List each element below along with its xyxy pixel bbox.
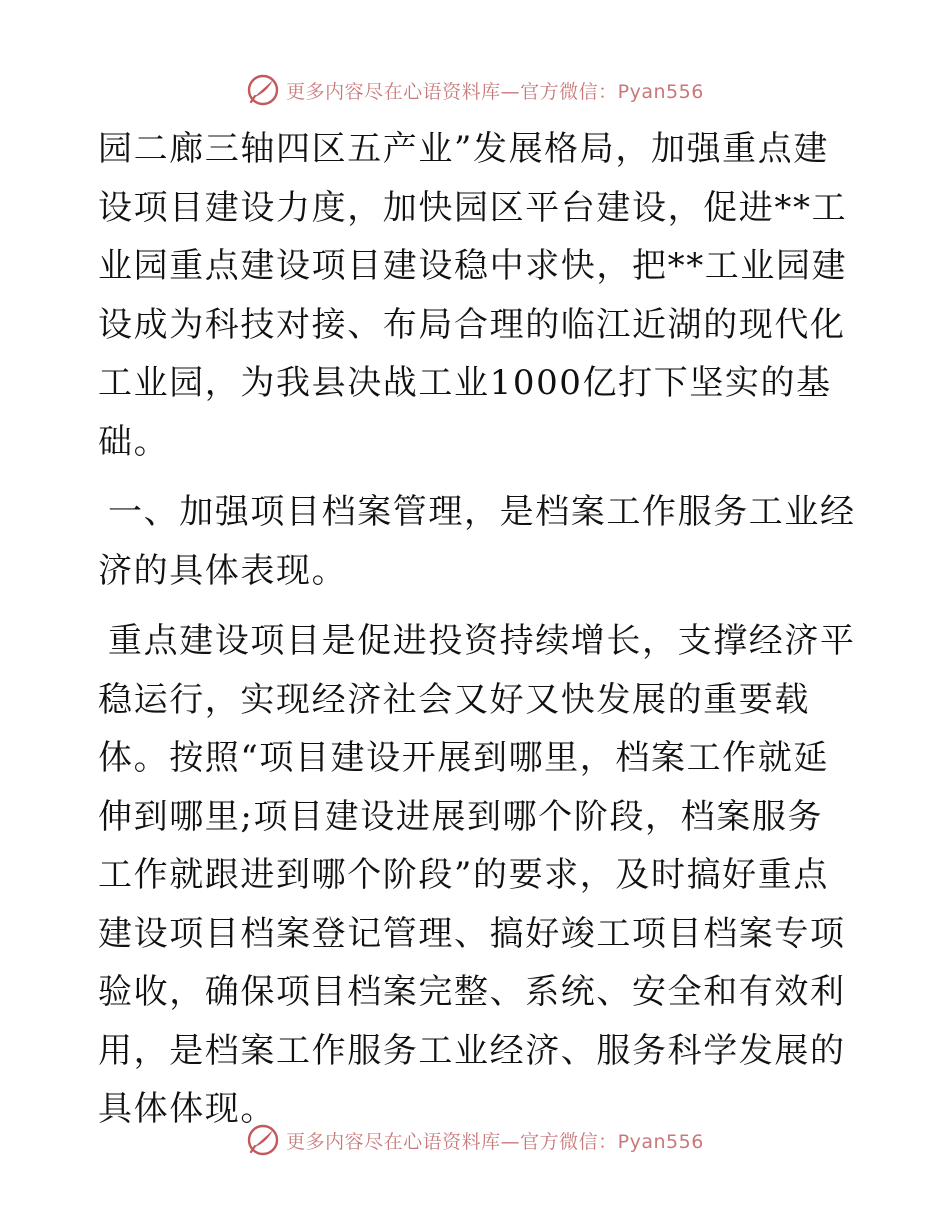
watermark-text: 更多内容尽在心语资料库—官方微信：Pyan556 — [286, 80, 704, 103]
watermark-text: 更多内容尽在心语资料库—官方微信：Pyan556 — [286, 1130, 704, 1153]
quill-seal-icon — [246, 1123, 280, 1157]
page-footer-watermark — [0, 1120, 950, 1160]
paragraph-1: 园二廊三轴四区五产业”发展格局，加强重点建设项目建设力度，加快园区平台建设，促进**工业园重点建设项目建设稳中求快，把**工业园建设成为科技对接、布局合理的临江近湖的现代化工业园，为我县决战工业1000亿打下坚实的基础。 — [98, 129, 848, 462]
quill-seal-icon — [246, 73, 280, 107]
page-header-watermark — [0, 70, 950, 110]
document-body — [98, 120, 858, 1139]
section-heading-1: 一、加强项目档案管理，是档案工作服务工业经济的具体表现。 — [98, 492, 856, 591]
paragraph-2: 重点建设项目是促进投资持续增长，支撑经济平稳运行，实现经济社会又好又快发展的重要载体。按照“项目建设开展到哪里，档案工作就延伸到哪里;项目建设进展到哪个阶段，档案服务工作就跟进到哪个阶段”的要求，及时搞好重点建设项目档案登记管理、搞好竣工项目档案专项验收，确保项目档案完整、系统、安全和有效利用，是档案工作服务工业经济、服务科学发展的具体体现。 — [98, 621, 856, 1129]
